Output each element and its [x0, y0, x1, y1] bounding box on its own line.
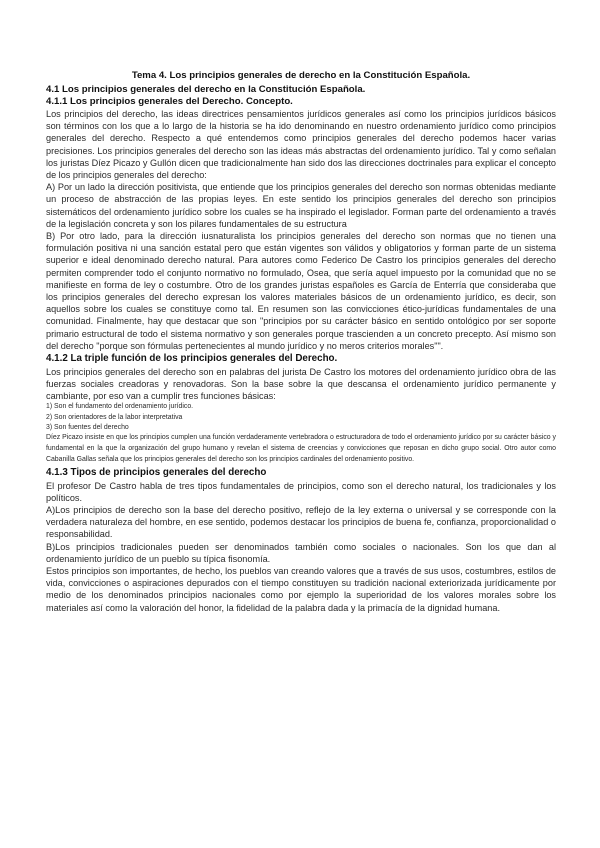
section-heading-4-1-3: 4.1.3 Tipos de principios generales del derecho [46, 467, 267, 479]
section-heading-4-1-1: 4.1.1 Los principios generales del Derecho. Concepto. [46, 96, 293, 107]
list-item: 1) Son el fundamento del ordenamiento jurídico. [46, 403, 194, 411]
paragraph-types-intro: El profesor De Castro habla de tres tipos fundamentales de principios, como son el derecho natural, los tradicionales y los políticos. [46, 480, 556, 503]
function-list [46, 402, 556, 433]
paragraph-diez-picazo: Díez Picazo insiste en que los principios cumplen una función verdaderamente vertebradora o estructuradora de todo el ordenamiento jurídico por su carácter básico y fundamental en la que la organización del grupo humano y revelan el sistema de creencias y convicciones que reposan en dicho grupo social. Otro autor como Cabanilla Gallas señala que los principios generales del derecho son los principios cardinales del ordenamiento positivo. [46, 434, 556, 464]
list-item: 2) Son orientadores de la labor interpretativa [46, 413, 183, 421]
paragraph-positivist: A) Por un lado la dirección positivista, que entiende que los principios generales del derecho son normas obtenidas mediante un proceso de abstracción de las propias leyes. En este sentido los principios generales del derecho son principios sistemáticos del ordenamiento jurídico sobre los cuales se ha inspirado el legislador. Forman parte del ordenamiento a través de la legislación concreta y son los pilares fundamentales de su estructura [46, 182, 556, 229]
section-heading-4-1: 4.1 Los principios generales del derecho en la Constitución Española. [46, 84, 366, 95]
paragraph-concept: Los principios del derecho, las ideas directrices pensamientos jurídicos generales así como los principios jurídicos básicos son términos con los que a lo largo de la historia se ha ido denominando en nuestro ordenamiento jurídico como principios generales del derecho. Respecto a qué entendemos como principios generales del derecho podemos hacer varias precisiones. Los principios generales del derecho son las ideas más abstractas del ordenamiento jurídico. Tal y como señalan los juristas Díez Picazo y Gullón dicen que tradicionalmente han sido dos las direcciones doctrinales para explicar el concepto de los principios generales del derecho: [46, 109, 556, 181]
paragraph-iusnaturalist: B) Por otro lado, para la dirección iusnaturalista los principios generales del derecho son normas que no tienen una formulación positiva ni una sanción estatal pero que están vigentes son válidos y obligatorios y forman parte de un sistema superior e ideal denominado derecho natural. Para autores como Federico De Castro los principios generales del derecho permiten comprender todo el conjunto normativo no formulado, Osea, que sería aquel impuesto por la comunidad que no se manifieste en forma de ley o costumbre. Otro de los grandes juristas españoles es García de Enterría que consideraba que los principios generales del derecho expresan los valores materiales básicos de un ordenamiento jurídico, es decir, son aquellos sobre los cuales se constituye como tal. En resumen son las convicciones ético-jurídicas fundamentales de una comunidad. Finalmente, hay que destacar que son "principios por su carácter básico en sentido ontológico por ser soporte primario estructural de todo el sistema normativo y son generales porque trascienden a un concreto precepto. Así mismo son del derecho "porque son fórmulas pertenecientes al mundo jurídico y no meros criterios morales"". [46, 231, 556, 351]
list-item: 3) Son fuentes del derecho [46, 423, 129, 431]
section-heading-4-1-2: 4.1.2 La triple función de los principios generales del Derecho. [46, 353, 338, 365]
paragraph-national-values: Estos principios son importantes, de hecho, los pueblos van creando valores que a través de sus usos, costumbres, estilos de vida, convicciones o aspiraciones depurados con el tiempo constituyen su tradición nacional exteriorizada jurídicamente por medio de los denominados principios nacionales como por ejemplo la superioridad de los valores morales sobre los materiales así como la valoración del honor, la fidelidad de la palabra dada y la primacía de la dignidad humana. [46, 566, 556, 613]
document-page [46, 70, 556, 614]
paragraph-natural-law: A)Los principios de derecho son la base del derecho positivo, reflejo de la ley externa o universal y se corresponde con la verdadera naturaleza del hombre, en ese sentido, podemos destacar los principios de buena fe, confianza, proporcionalidad o responsabilidad. [46, 505, 556, 540]
document-title: Tema 4. Los principios generales de derecho en la Constitución Española. [131, 70, 471, 81]
paragraph-traditional: B)Los principios tradicionales pueden ser denominados también como sociales o nacionales. Son los que dan al ordenamiento jurídico de un pueblo su típica fisonomía. [46, 541, 556, 564]
paragraph-triple-function: Los principios generales del derecho son en palabras del jurista De Castro los motores del ordenamiento jurídico obra de las fuerzas sociales creadoras y renovadoras. Son la base sobre la que descansa el ordenamiento jurídico permanente y cambiante, por eso van a cumplir tres funciones básicas: [46, 366, 556, 401]
